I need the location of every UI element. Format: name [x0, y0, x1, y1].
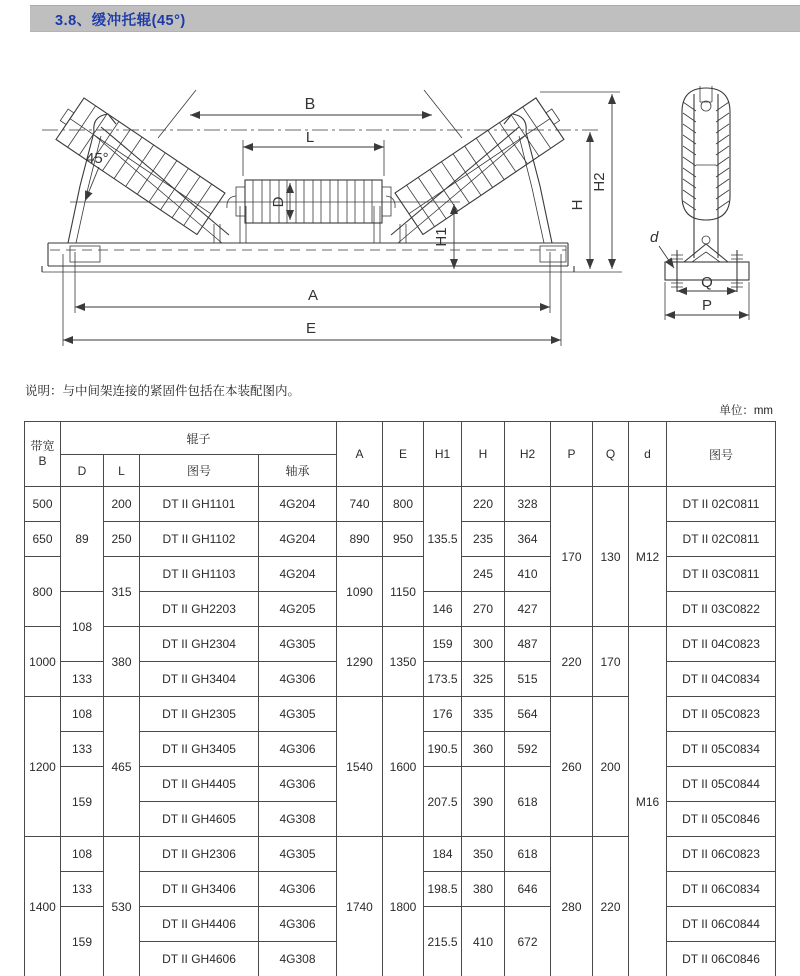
table-cell: DT II 02C0811: [667, 522, 776, 557]
table-cell: 4G305: [259, 627, 337, 662]
table-cell: 235: [462, 522, 505, 557]
dim-label-bolt-d: d: [650, 229, 659, 246]
table-cell: DT II 05C0846: [667, 802, 776, 837]
table-cell: 4G308: [259, 802, 337, 837]
note-text: 说明：与中间架连接的紧固件包括在本装配图内。: [25, 384, 301, 398]
table-cell: 173.5: [424, 662, 462, 697]
table-cell: 1800: [383, 837, 424, 976]
table-cell: 1090: [337, 557, 383, 627]
table-cell: 1350: [383, 627, 424, 697]
table-cell: 4G306: [259, 872, 337, 907]
assembly-front-view: [42, 90, 622, 346]
spec-table: [24, 421, 776, 976]
table-cell: 890: [337, 522, 383, 557]
table-cell: 410: [505, 557, 551, 592]
col-header-a: A: [337, 422, 383, 487]
table-cell: 950: [383, 522, 424, 557]
table-cell: 465: [104, 697, 140, 837]
table-cell: 380: [462, 872, 505, 907]
table-cell: 135.5: [424, 487, 462, 592]
table-cell: M12: [629, 487, 667, 627]
table-cell: 350: [462, 837, 505, 872]
table-cell: 380: [104, 627, 140, 697]
table-cell: 250: [104, 522, 140, 557]
table-cell: 1000: [25, 627, 61, 697]
table-cell: DT II 03C0811: [667, 557, 776, 592]
table-cell: 220: [462, 487, 505, 522]
table-cell: 108: [61, 837, 104, 872]
col-header-bandwidth: [25, 422, 61, 487]
table-cell: 1740: [337, 837, 383, 976]
table-cell: DT II 04C0823: [667, 627, 776, 662]
table-cell: DT II 06C0846: [667, 942, 776, 976]
table-cell: 4G305: [259, 697, 337, 732]
col-header-roller-bearing: 轴承: [259, 455, 337, 487]
table-cell: DT II GH2203: [140, 592, 259, 627]
table-cell: 530: [104, 837, 140, 976]
table-cell: 89: [61, 487, 104, 592]
table-cell: DT II GH1102: [140, 522, 259, 557]
table-cell: 618: [505, 837, 551, 872]
spiral-hatching: [683, 102, 729, 210]
table-cell: 4G204: [259, 522, 337, 557]
table-cell: 1600: [383, 697, 424, 837]
col-header-q: Q: [593, 422, 629, 487]
table-cell: 740: [337, 487, 383, 522]
table-cell: 487: [505, 627, 551, 662]
table-cell: 133: [61, 732, 104, 767]
table-cell: 190.5: [424, 732, 462, 767]
table-cell: DT II 03C0822: [667, 592, 776, 627]
table-cell: DT II GH1103: [140, 557, 259, 592]
dim-label-p: P: [701, 297, 713, 314]
table-cell: 335: [462, 697, 505, 732]
table-cell: DT II GH2305: [140, 697, 259, 732]
table-cell: 1400: [25, 837, 61, 976]
table-cell: DT II GH4606: [140, 942, 259, 976]
support-post: [694, 86, 718, 258]
table-cell: 390: [462, 767, 505, 837]
table-cell: 800: [383, 487, 424, 522]
col-header-roller-l: L: [104, 455, 140, 487]
table-cell: 4G204: [259, 557, 337, 592]
table-cell: 1540: [337, 697, 383, 837]
table-cell: 220: [551, 627, 593, 697]
dim-label-l: L: [305, 129, 315, 146]
table-cell: M16: [629, 627, 667, 976]
table-cell: DT II 04C0834: [667, 662, 776, 697]
col-header-roller-group: 辊子: [61, 422, 337, 455]
table-cell: 159: [424, 627, 462, 662]
dim-label-q: Q: [701, 274, 713, 291]
table-cell: 200: [593, 697, 629, 837]
table-cell: 170: [593, 627, 629, 697]
table-cell: 650: [25, 522, 61, 557]
table-cell: 4G205: [259, 592, 337, 627]
table-cell: DT II GH4405: [140, 767, 259, 802]
table-row: [25, 487, 776, 522]
table-cell: 4G306: [259, 767, 337, 802]
table-cell: DT II GH3404: [140, 662, 259, 697]
dim-label-angle: 45°: [86, 150, 109, 167]
table-body: [25, 487, 776, 976]
table-cell: DT II GH2304: [140, 627, 259, 662]
table-cell: 270: [462, 592, 505, 627]
table-cell: 4G308: [259, 942, 337, 976]
table-cell: 280: [551, 837, 593, 976]
table-cell: 300: [462, 627, 505, 662]
table-cell: DT II GH4406: [140, 907, 259, 942]
table-cell: DT II 06C0834: [667, 872, 776, 907]
col-header-bandwidth-line1: 带宽: [30, 439, 55, 453]
table-cell: 184: [424, 837, 462, 872]
table-cell: 4G306: [259, 732, 337, 767]
table-cell: DT II GH3405: [140, 732, 259, 767]
section-title: 3.8、缓冲托辊(45°): [55, 13, 186, 29]
col-header-h: H: [462, 422, 505, 487]
dim-label-h1: H1: [433, 227, 450, 247]
bottom-bracket: [684, 236, 728, 262]
unit-label: 单位：mm: [719, 405, 773, 417]
col-header-drawing-no: 图号: [667, 422, 776, 487]
table-cell: 159: [61, 767, 104, 837]
table-cell: 198.5: [424, 872, 462, 907]
table-cell: 133: [61, 662, 104, 697]
table-cell: 108: [61, 697, 104, 732]
dim-label-h2: H2: [591, 172, 608, 192]
dim-label-e: E: [305, 320, 317, 337]
table-cell: DT II 06C0823: [667, 837, 776, 872]
table-cell: 4G204: [259, 487, 337, 522]
table-row: [25, 627, 776, 662]
table-cell: 215.5: [424, 907, 462, 976]
col-header-roller-drawing-no: 图号: [140, 455, 259, 487]
table-cell: 159: [61, 907, 104, 976]
table-cell: 1200: [25, 697, 61, 837]
table-header: [25, 422, 776, 487]
table-cell: 4G305: [259, 837, 337, 872]
table-cell: 1290: [337, 627, 383, 697]
table-cell: 592: [505, 732, 551, 767]
col-header-h2: H2: [505, 422, 551, 487]
technical-drawing: [0, 32, 800, 380]
table-cell: 146: [424, 592, 462, 627]
base-channel: [42, 243, 622, 272]
table-cell: 260: [551, 697, 593, 837]
idler-assembly-drawing: [0, 32, 800, 380]
table-cell: 564: [505, 697, 551, 732]
table-cell: 360: [462, 732, 505, 767]
table-cell: DT II 05C0823: [667, 697, 776, 732]
table-cell: 176: [424, 697, 462, 732]
table-cell: 364: [505, 522, 551, 557]
table-cell: DT II 05C0844: [667, 767, 776, 802]
table-cell: 200: [104, 487, 140, 522]
table-cell: DT II 05C0834: [667, 732, 776, 767]
table-cell: 325: [462, 662, 505, 697]
table-cell: 410: [462, 907, 505, 976]
table-cell: 618: [505, 767, 551, 837]
table-cell: 4G306: [259, 662, 337, 697]
roller-side-view: [650, 86, 749, 320]
table-cell: 1150: [383, 557, 424, 627]
dim-label-h: H: [569, 199, 586, 211]
table-cell: 672: [505, 907, 551, 976]
table-cell: 646: [505, 872, 551, 907]
table-cell: DT II 02C0811: [667, 487, 776, 522]
table-cell: DT II GH1101: [140, 487, 259, 522]
table-cell: DT II GH2306: [140, 837, 259, 872]
col-header-e: E: [383, 422, 424, 487]
table-cell: 220: [593, 837, 629, 976]
table-cell: 315: [104, 557, 140, 627]
col-header-p: P: [551, 422, 593, 487]
col-header-bandwidth-line2: B: [38, 454, 47, 468]
table-cell: 515: [505, 662, 551, 697]
table-cell: 207.5: [424, 767, 462, 837]
center-roller: [236, 180, 391, 223]
section-title-bar: [30, 5, 800, 32]
table-cell: DT II 06C0844: [667, 907, 776, 942]
table-cell: 245: [462, 557, 505, 592]
col-header-roller-d: D: [61, 455, 104, 487]
dim-label-a: A: [307, 287, 319, 304]
table-cell: 328: [505, 487, 551, 522]
dim-label-d: D: [270, 196, 287, 208]
dim-label-b: B: [304, 96, 316, 113]
table-cell: 133: [61, 872, 104, 907]
dimension-lines: [63, 90, 620, 346]
col-header-d-bolt: d: [629, 422, 667, 487]
table-cell: 108: [61, 592, 104, 662]
table-cell: 4G306: [259, 907, 337, 942]
table-cell: DT II GH4605: [140, 802, 259, 837]
table-cell: DT II GH3406: [140, 872, 259, 907]
table-cell: 170: [551, 487, 593, 627]
table-cell: 427: [505, 592, 551, 627]
table-cell: 800: [25, 557, 61, 627]
table-cell: 130: [593, 487, 629, 627]
col-header-h1: H1: [424, 422, 462, 487]
roller-body-outline: [682, 88, 730, 220]
table-cell: 500: [25, 487, 61, 522]
